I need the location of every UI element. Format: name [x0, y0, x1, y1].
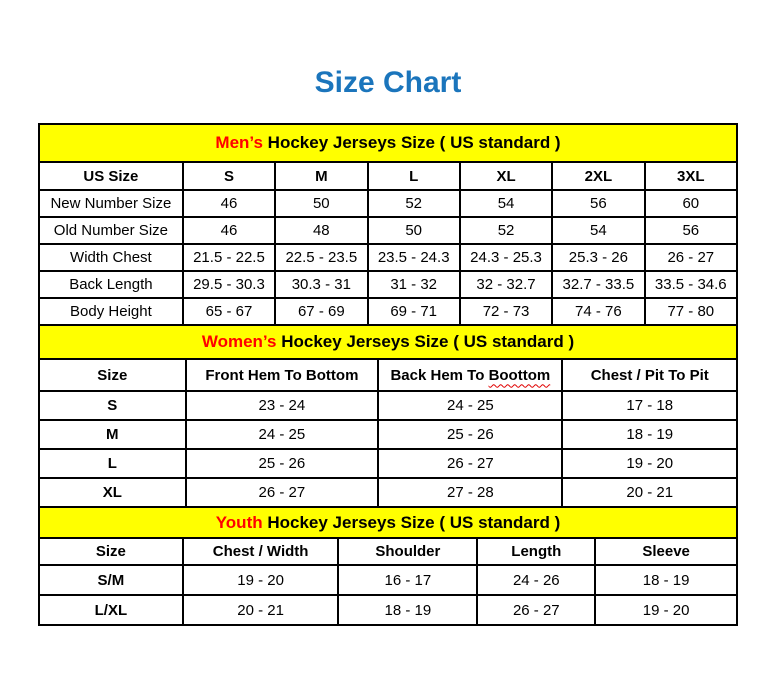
- row-label: L/XL: [39, 595, 183, 625]
- size-value: 72 - 73: [460, 298, 552, 325]
- column-header: Size: [39, 359, 186, 391]
- row-label: M: [39, 420, 186, 449]
- size-value: 26 - 27: [477, 595, 595, 625]
- row-label: S: [39, 391, 186, 420]
- column-header: Back Hem To Boottom: [378, 359, 562, 391]
- column-header: L: [368, 162, 460, 190]
- table-row: [39, 565, 737, 595]
- size-value: 25.3 - 26: [552, 244, 644, 271]
- size-value: 46: [183, 217, 275, 244]
- size-value: 32 - 32.7: [460, 271, 552, 298]
- column-header: S: [183, 162, 275, 190]
- size-value: 69 - 71: [368, 298, 460, 325]
- row-label: L: [39, 449, 186, 478]
- column-header-row: [39, 538, 737, 565]
- size-value: 23 - 24: [186, 391, 379, 420]
- column-header: Size: [39, 538, 183, 565]
- size-value: 74 - 76: [552, 298, 644, 325]
- column-header: M: [275, 162, 367, 190]
- size-value: 24 - 25: [378, 391, 562, 420]
- column-header: Length: [477, 538, 595, 565]
- table-row: [39, 595, 737, 625]
- size-value: 26 - 27: [645, 244, 737, 271]
- size-value: 20 - 21: [183, 595, 339, 625]
- table-row: [39, 190, 737, 217]
- size-value: 17 - 18: [562, 391, 737, 420]
- column-header: Shoulder: [338, 538, 477, 565]
- section-band: [39, 507, 737, 538]
- band-text: Hockey Jerseys Size ( US standard ): [262, 512, 561, 532]
- size-value: 50: [368, 217, 460, 244]
- size-value: 52: [368, 190, 460, 217]
- table-row: [39, 449, 737, 478]
- row-label: Body Height: [39, 298, 183, 325]
- size-value: 29.5 - 30.3: [183, 271, 275, 298]
- size-value: 32.7 - 33.5: [552, 271, 644, 298]
- row-label: S/M: [39, 565, 183, 595]
- size-value: 16 - 17: [338, 565, 477, 595]
- womens-size-table: [38, 324, 738, 508]
- size-value: 18 - 19: [338, 595, 477, 625]
- size-value: 26 - 27: [378, 449, 562, 478]
- size-value: 67 - 69: [275, 298, 367, 325]
- size-value: 60: [645, 190, 737, 217]
- band-highlight-word: Youth: [215, 512, 263, 532]
- size-value: 23.5 - 24.3: [368, 244, 460, 271]
- size-value: 26 - 27: [186, 478, 379, 507]
- misspelled-word-squiggle: Boottom: [488, 366, 551, 384]
- page-title: Size Chart: [314, 66, 462, 99]
- size-value: 77 - 80: [645, 298, 737, 325]
- size-value: 18 - 19: [595, 565, 737, 595]
- table-row: [39, 420, 737, 449]
- column-header: Front Hem To Bottom: [186, 359, 379, 391]
- band-highlight-word: Women’s: [201, 332, 277, 351]
- table-row: [39, 244, 737, 271]
- size-value: 21.5 - 22.5: [183, 244, 275, 271]
- table-row: [39, 217, 737, 244]
- size-value: 54: [460, 190, 552, 217]
- size-value: 24.3 - 25.3: [460, 244, 552, 271]
- size-value: 18 - 19: [562, 420, 737, 449]
- size-value: 56: [645, 217, 737, 244]
- row-label: New Number Size: [39, 190, 183, 217]
- table-row: [39, 271, 737, 298]
- youth-size-table: [38, 506, 738, 626]
- size-value: 24 - 25: [186, 420, 379, 449]
- column-header-row: [39, 359, 737, 391]
- size-value: 20 - 21: [562, 478, 737, 507]
- youth-hockey-jerseys-size-band: [39, 507, 737, 538]
- size-value: 56: [552, 190, 644, 217]
- size-value: 33.5 - 34.6: [645, 271, 737, 298]
- size-value: 54: [552, 217, 644, 244]
- column-header: Chest / Pit To Pit: [562, 359, 737, 391]
- row-label: Width Chest: [39, 244, 183, 271]
- column-header-row: [39, 162, 737, 190]
- band-highlight-word: Men’s: [215, 133, 263, 152]
- column-header: XL: [460, 162, 552, 190]
- size-value: 65 - 67: [183, 298, 275, 325]
- column-header: Sleeve: [595, 538, 737, 565]
- size-value: 19 - 20: [183, 565, 339, 595]
- size-value: 25 - 26: [378, 420, 562, 449]
- column-header: US Size: [39, 162, 183, 190]
- size-value: 19 - 20: [562, 449, 737, 478]
- column-header: 3XL: [645, 162, 737, 190]
- size-chart-tables: [38, 123, 738, 626]
- table-row: [39, 298, 737, 325]
- size-value: 25 - 26: [186, 449, 379, 478]
- table-row: [39, 478, 737, 507]
- size-value: 24 - 26: [477, 565, 595, 595]
- size-value: 48: [275, 217, 367, 244]
- row-label: Back Length: [39, 271, 183, 298]
- band-text: Hockey Jerseys Size ( US standard ): [262, 133, 561, 152]
- size-value: 46: [183, 190, 275, 217]
- size-value: 52: [460, 217, 552, 244]
- size-value: 50: [275, 190, 367, 217]
- column-header: Chest / Width: [183, 538, 339, 565]
- size-value: 22.5 - 23.5: [275, 244, 367, 271]
- column-header: 2XL: [552, 162, 644, 190]
- row-label: XL: [39, 478, 186, 507]
- womens-hockey-jerseys-size-band: [39, 325, 737, 359]
- size-value: 30.3 - 31: [275, 271, 367, 298]
- mens-hockey-jerseys-size-band: [39, 124, 737, 162]
- section-band: [39, 124, 737, 162]
- table-row: [39, 391, 737, 420]
- size-value: 19 - 20: [595, 595, 737, 625]
- size-value: 27 - 28: [378, 478, 562, 507]
- mens-size-table: [38, 123, 738, 326]
- row-label: Old Number Size: [39, 217, 183, 244]
- size-value: 31 - 32: [368, 271, 460, 298]
- section-band: [39, 325, 737, 359]
- band-text: Hockey Jerseys Size ( US standard ): [276, 332, 575, 351]
